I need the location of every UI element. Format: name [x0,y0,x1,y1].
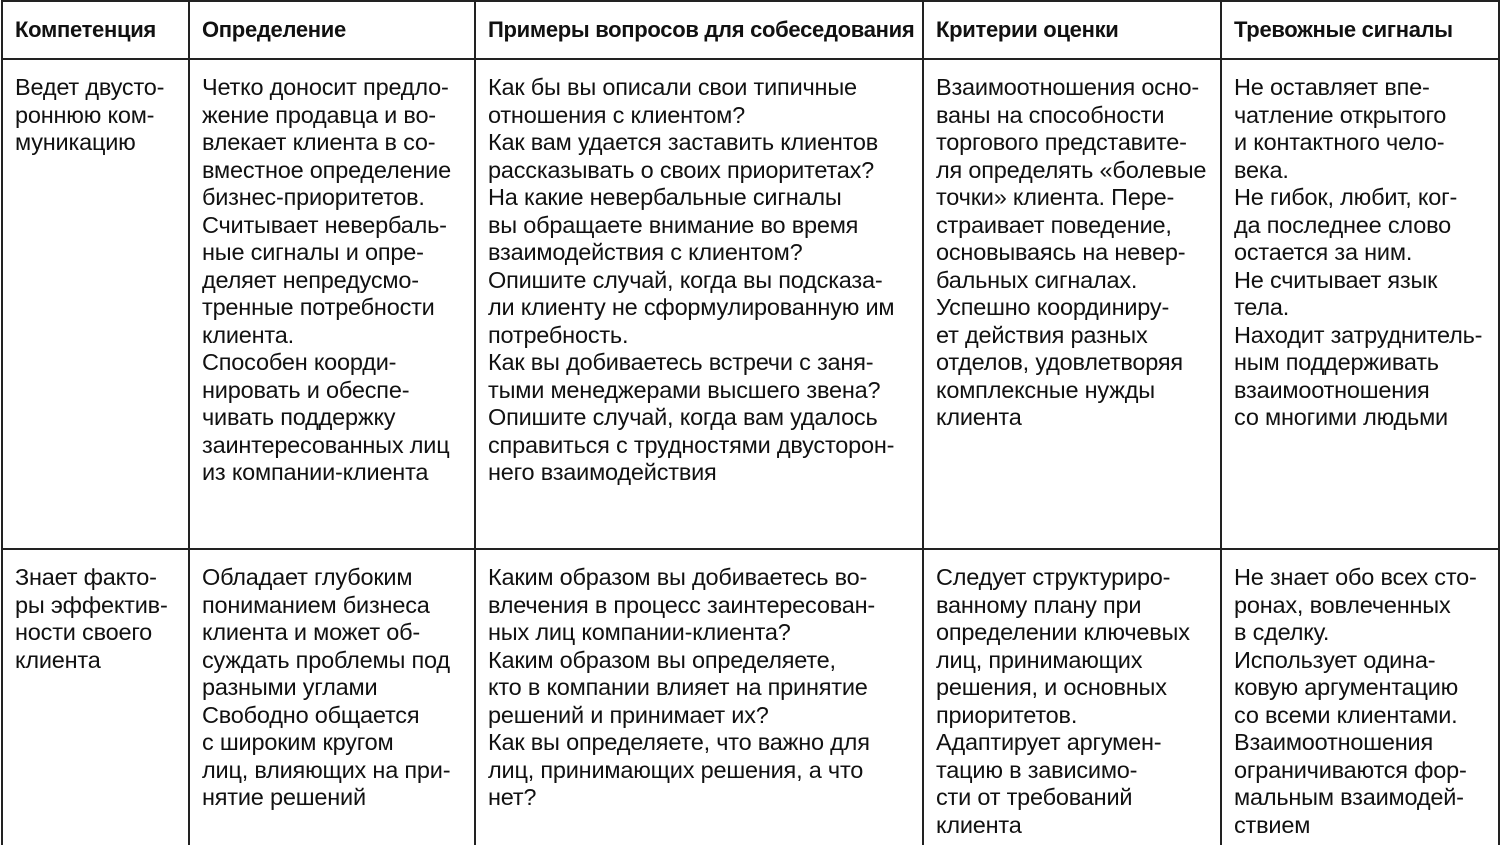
header-competency: Компетенция [2,1,189,59]
text-line: тренные потребности [202,294,435,320]
text-line: чивать поддержку [202,404,396,430]
text-line: Опишите случай, когда вам удалось [488,404,878,430]
text-line: с широким кругом [202,729,394,755]
text-line: Как вам удается заставить клиентов [488,129,879,155]
text-line: Каким образом вы определяете, [488,646,836,673]
questions-cell [475,549,923,845]
text-line: ные сигналы и опре- [202,239,424,265]
text-line: Взаимоотношения осно- [936,74,1200,100]
text-line: ванному плану при [936,591,1142,618]
text-line: определении ключевых [936,619,1190,645]
text-line: нятие решений [202,784,366,810]
text-line: Считывает невербаль- [202,211,447,238]
text-line: ры эффектив- [15,591,168,618]
text-line: ля определять «болевые [936,156,1207,183]
text-line: отделов, удовлетворяя [936,349,1183,375]
table-row [2,549,1499,845]
text-line: мальным взаимодей- [1234,784,1464,810]
text-line: ваны на способности [936,101,1165,128]
text-line: Находит затруднитель- [1234,321,1483,348]
text-line: ет действия разных [936,321,1148,348]
text-line: тыми менеджерами высшего звена? [488,376,881,403]
header-interview-questions: Примеры вопросов для собеседования [475,1,923,59]
text-line: точки» клиента. Пере- [936,184,1175,210]
text-line: Как бы вы описали свои типичные [488,74,857,100]
text-line: заинтересованных лиц [202,431,450,458]
text-line: тела. [1234,294,1290,320]
competency-cell [2,59,189,549]
table-row [2,59,1499,549]
header-definition: Определение [189,1,475,59]
competency-table [1,0,1500,845]
text-line: взаимоотношения [1234,376,1430,403]
text-line: клиента [15,646,101,673]
text-line: клиента. [202,321,294,348]
text-line: решения, и основных [936,674,1167,700]
competency-cell [2,549,189,845]
red-flags-cell [1221,549,1499,845]
text-line: На какие невербальные сигналы [488,184,842,210]
text-line: комплексные нужды [936,376,1155,403]
header-red-flags: Тревожные сигналы [1221,1,1499,59]
text-line: в сделку. [1234,619,1330,645]
text-line: бизнес-приоритетов. [202,184,425,210]
text-line: Не оставляет впе- [1234,74,1430,100]
text-line: суждать проблемы под [202,646,450,673]
text-line: клиента [936,404,1022,430]
text-line: Знает факто- [15,564,157,590]
text-line: решений и принимает их? [488,701,769,728]
definition-cell [189,59,475,549]
text-line: нировать и обеспе- [202,376,410,403]
text-line: роннюю ком- [15,101,155,128]
text-line: Как вы добиваетесь встречи с заня- [488,349,874,375]
text-line: и контактного чело- [1234,129,1445,155]
text-line: лиц, принимающих [936,646,1143,673]
text-line: ли клиенту не сформулированную им [488,294,895,320]
text-line: Не гибок, любит, ког- [1234,184,1458,210]
text-line: взаимодействия с клиентом? [488,239,803,265]
header-row [2,1,1499,59]
definition-cell [189,549,475,845]
text-line: приоритетов. [936,701,1078,728]
text-line: разными углами [202,674,378,700]
text-line: основываясь на невер- [936,239,1186,265]
text-line: да последнее слово [1234,211,1451,238]
text-line: Свободно общается [202,701,420,728]
text-line: Использует одина- [1234,646,1436,673]
text-line: ронах, вовлеченных [1234,591,1451,618]
text-line: потребность. [488,321,629,348]
text-line: страивает поведение, [936,211,1172,238]
text-line: Каким образом вы добиваетесь во- [488,564,868,590]
text-line: Адаптирует аргумен- [936,729,1162,755]
text-line: лиц, принимающих решения, а что [488,756,864,783]
text-line: Четко доносит предло- [202,74,449,100]
text-line: ности своего [15,619,153,645]
text-line: ствием [1234,811,1311,838]
text-line: деляет непредусмо- [202,266,419,293]
text-line: ковую аргументацию [1234,674,1459,700]
text-line: ным поддерживать [1234,349,1439,375]
text-line: Обладает глубоким [202,564,413,590]
criteria-cell [923,549,1221,845]
text-line: Следует структуриро- [936,564,1171,590]
text-line: влечения в процесс заинтересован- [488,591,876,618]
text-line: Опишите случай, когда вы подсказа- [488,266,883,293]
text-line: века. [1234,156,1289,183]
text-line: вместное определение [202,156,451,183]
text-line: него взаимодействия [488,459,717,485]
text-line: Не знает обо всех сто- [1234,564,1477,590]
text-line: жение продавца и во- [202,101,436,128]
header-evaluation-criteria: Критерии оценки [923,1,1221,59]
text-line: Не считывает язык [1234,266,1438,293]
text-line: муникацию [15,129,136,155]
text-line: остается за ним. [1234,239,1413,265]
red-flags-cell [1221,59,1499,549]
text-line: сти от требований [936,784,1133,810]
text-line: Взаимоотношения [1234,729,1433,755]
text-line: Как вы определяете, что важно для [488,729,870,755]
text-line: справиться с трудностями двусторон- [488,431,895,458]
text-line: лиц, влияющих на при- [202,756,451,783]
text-line: со многими людьми [1234,404,1448,430]
text-line: Ведет двусто- [15,74,165,100]
text-line: чатление открытого [1234,101,1447,128]
text-line: клиента и может об- [202,619,421,645]
text-line: ных лиц компании-клиента? [488,619,791,645]
text-line: тацию в зависимо- [936,756,1138,783]
text-line: из компании-клиента [202,459,429,485]
text-line: торгового представите- [936,129,1187,155]
text-line: пониманием бизнеса [202,591,430,618]
text-line: Способен коорди- [202,349,397,375]
text-line: бальных сигналах. [936,266,1138,293]
text-line: кто в компании влияет на принятие [488,674,868,700]
text-line: вы обращаете внимание во время [488,211,859,238]
text-line: клиента [936,811,1022,838]
text-line: отношения с клиентом? [488,101,745,128]
text-line: нет? [488,784,537,810]
text-line: влекает клиента в со- [202,129,436,155]
text-line: со всеми клиентами. [1234,701,1458,728]
criteria-cell [923,59,1221,549]
questions-cell [475,59,923,549]
text-line: Успешно координиру- [936,294,1170,320]
text-line: ограничиваются фор- [1234,756,1467,783]
text-line: рассказывать о своих приоритетах? [488,156,875,183]
